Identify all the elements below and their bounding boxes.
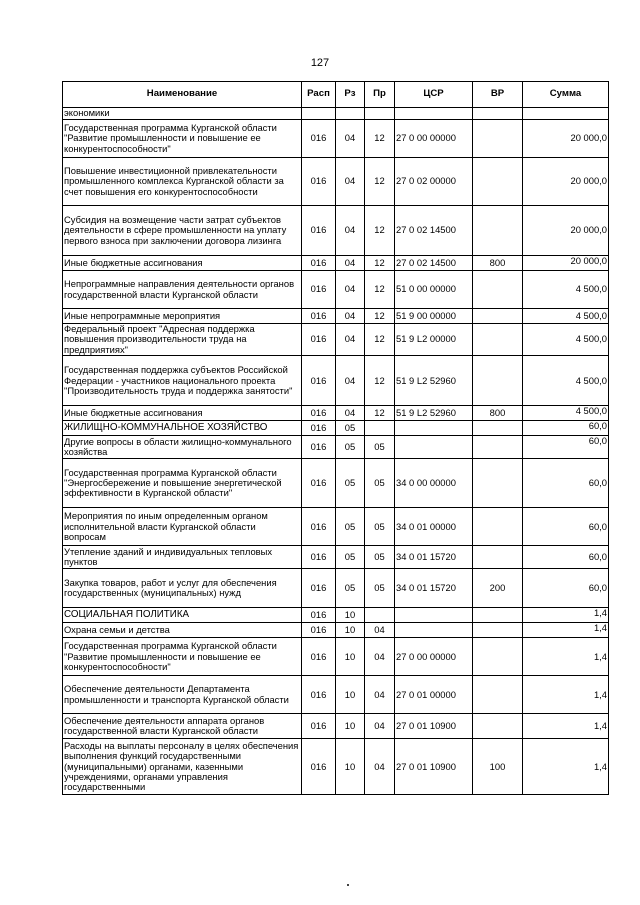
cell-rz: 05	[336, 459, 365, 508]
cell-vr	[473, 120, 523, 158]
cell-rasp: 016	[302, 421, 336, 436]
cell-name: Иные непрограммные мероприятия	[63, 309, 302, 324]
cell-name: экономики	[63, 108, 302, 120]
table-row	[63, 676, 609, 714]
header-name: Наименование	[63, 82, 302, 108]
cell-name: Государственная программа Курганской области "Развитие промышленности и повышение ее конкурентоспособности"	[63, 638, 302, 676]
cell-sum: 20 000,0	[523, 206, 609, 256]
cell-csr: 34 0 01 15720	[395, 546, 473, 569]
cell-csr	[395, 623, 473, 638]
cell-name: ЖИЛИЩНО-КОММУНАЛЬНОЕ ХОЗЯЙСТВО	[63, 421, 302, 436]
cell-rz: 05	[336, 569, 365, 608]
cell-name: СОЦИАЛЬНАЯ ПОЛИТИКА	[63, 608, 302, 623]
cell-pr: 04	[365, 676, 395, 714]
table-row	[63, 206, 609, 256]
cell-vr: 800	[473, 406, 523, 421]
cell-sum: 60,0	[523, 569, 609, 608]
cell-rasp: 016	[302, 356, 336, 406]
table-row	[63, 638, 609, 676]
cell-rasp: 016	[302, 714, 336, 739]
table-row	[63, 108, 609, 120]
cell-vr	[473, 271, 523, 309]
cell-pr	[365, 421, 395, 436]
table-header-row	[63, 82, 609, 108]
cell-sum: 20 000,0	[523, 120, 609, 158]
cell-rasp: 016	[302, 739, 336, 795]
cell-csr	[395, 421, 473, 436]
cell-pr: 12	[365, 406, 395, 421]
cell-csr: 34 0 01 00000	[395, 508, 473, 546]
cell-csr	[395, 108, 473, 120]
cell-pr: 04	[365, 623, 395, 638]
cell-pr: 12	[365, 158, 395, 206]
table-row	[63, 406, 609, 421]
table-row	[63, 508, 609, 546]
cell-name: Государственная программа Курганской области "Развитие промышленности и повышение ее конкурентоспособности"	[63, 120, 302, 158]
cell-pr: 12	[365, 271, 395, 309]
page-mark	[347, 884, 349, 886]
cell-name: Иные бюджетные ассигнования	[63, 406, 302, 421]
cell-pr	[365, 108, 395, 120]
table-row	[63, 714, 609, 739]
cell-sum: 20 000,0	[523, 256, 609, 271]
cell-rasp: 016	[302, 158, 336, 206]
cell-rz: 10	[336, 739, 365, 795]
table-row	[63, 158, 609, 206]
cell-csr: 27 0 02 14500	[395, 256, 473, 271]
cell-rasp: 016	[302, 406, 336, 421]
cell-sum: 60,0	[523, 459, 609, 508]
cell-rz: 04	[336, 324, 365, 356]
header-sum: Сумма	[523, 82, 609, 108]
table-row	[63, 436, 609, 459]
cell-sum: 1,4	[523, 676, 609, 714]
cell-sum: 4 500,0	[523, 356, 609, 406]
cell-sum: 1,4	[523, 608, 609, 623]
cell-pr: 05	[365, 508, 395, 546]
cell-vr	[473, 324, 523, 356]
cell-rz: 04	[336, 158, 365, 206]
cell-rasp: 016	[302, 546, 336, 569]
cell-csr: 27 0 02 14500	[395, 206, 473, 256]
cell-rz: 04	[336, 256, 365, 271]
cell-rasp: 016	[302, 206, 336, 256]
cell-rasp: 016	[302, 324, 336, 356]
cell-pr: 05	[365, 436, 395, 459]
cell-csr: 51 9 L2 52960	[395, 356, 473, 406]
cell-rz	[336, 108, 365, 120]
cell-pr: 04	[365, 714, 395, 739]
table-row	[63, 459, 609, 508]
cell-name: Утепление зданий и индивидуальных тепловых пунктов	[63, 546, 302, 569]
cell-vr	[473, 206, 523, 256]
cell-vr	[473, 546, 523, 569]
table-row	[63, 623, 609, 638]
cell-vr	[473, 356, 523, 406]
budget-table	[62, 81, 609, 795]
cell-pr: 04	[365, 739, 395, 795]
header-rz: Рз	[336, 82, 365, 108]
cell-csr: 27 0 01 00000	[395, 676, 473, 714]
cell-name: Непрограммные направления деятельности органов государственной власти Курганской области	[63, 271, 302, 309]
cell-rz: 04	[336, 309, 365, 324]
cell-rz: 04	[336, 356, 365, 406]
cell-rz: 05	[336, 546, 365, 569]
cell-rasp: 016	[302, 608, 336, 623]
cell-rasp: 016	[302, 271, 336, 309]
cell-sum: 4 500,0	[523, 324, 609, 356]
cell-name: Обеспечение деятельности аппарата органов государственной власти Курганской области	[63, 714, 302, 739]
cell-pr: 12	[365, 309, 395, 324]
cell-pr: 04	[365, 638, 395, 676]
cell-vr: 200	[473, 569, 523, 608]
cell-vr	[473, 459, 523, 508]
cell-csr: 27 0 02 00000	[395, 158, 473, 206]
cell-name: Охрана семьи и детства	[63, 623, 302, 638]
cell-vr	[473, 608, 523, 623]
table-row	[63, 271, 609, 309]
header-csr: ЦСР	[395, 82, 473, 108]
table-row	[63, 739, 609, 795]
cell-pr: 12	[365, 206, 395, 256]
cell-vr	[473, 638, 523, 676]
header-pr: Пр	[365, 82, 395, 108]
cell-rasp: 016	[302, 508, 336, 546]
cell-rasp	[302, 108, 336, 120]
cell-sum: 1,4	[523, 623, 609, 638]
cell-rz: 05	[336, 436, 365, 459]
cell-rasp: 016	[302, 436, 336, 459]
cell-rz: 05	[336, 508, 365, 546]
cell-pr	[365, 608, 395, 623]
cell-rz: 10	[336, 638, 365, 676]
cell-csr: 51 9 L2 00000	[395, 324, 473, 356]
cell-rz: 04	[336, 120, 365, 158]
cell-rasp: 016	[302, 638, 336, 676]
cell-sum: 60,0	[523, 421, 609, 436]
cell-pr: 12	[365, 256, 395, 271]
cell-pr: 05	[365, 459, 395, 508]
cell-csr: 27 0 01 10900	[395, 739, 473, 795]
cell-csr: 27 0 00 00000	[395, 638, 473, 676]
cell-name: Другие вопросы в области жилищно-коммунального хозяйства	[63, 436, 302, 459]
cell-csr: 51 9 00 00000	[395, 309, 473, 324]
header-rasp: Расп	[302, 82, 336, 108]
cell-csr: 27 0 01 10900	[395, 714, 473, 739]
cell-vr	[473, 623, 523, 638]
cell-rasp: 016	[302, 623, 336, 638]
cell-name: Мероприятия по иным определенным органом исполнительной власти Курганской области вопросам	[63, 508, 302, 546]
cell-pr: 12	[365, 120, 395, 158]
cell-csr: 34 0 01 15720	[395, 569, 473, 608]
cell-vr	[473, 676, 523, 714]
cell-sum: 60,0	[523, 508, 609, 546]
cell-vr	[473, 508, 523, 546]
table-row	[63, 324, 609, 356]
table-row	[63, 546, 609, 569]
table-row	[63, 569, 609, 608]
cell-sum	[523, 108, 609, 120]
page-number: 127	[310, 57, 330, 69]
cell-vr	[473, 158, 523, 206]
cell-csr	[395, 436, 473, 459]
cell-name: Расходы на выплаты персоналу в целях обеспечения выполнения функций государственными (муниципальными) органами, казенными учреждениями, органами управления государственными	[63, 739, 302, 795]
cell-sum: 1,4	[523, 739, 609, 795]
cell-pr: 12	[365, 324, 395, 356]
cell-csr	[395, 608, 473, 623]
cell-sum: 4 500,0	[523, 271, 609, 309]
table-row	[63, 356, 609, 406]
cell-rz: 05	[336, 421, 365, 436]
cell-name: Государственная поддержка субъектов Российской Федерации - участников национального проекта "Производительность труда и поддержка занятости"	[63, 356, 302, 406]
cell-pr: 05	[365, 546, 395, 569]
cell-rz: 04	[336, 271, 365, 309]
cell-name: Закупка товаров, работ и услуг для обеспечения государственных (муниципальных) нужд	[63, 569, 302, 608]
cell-rasp: 016	[302, 459, 336, 508]
table-row	[63, 309, 609, 324]
cell-name: Обеспечение деятельности Департамента промышленности и транспорта Курганской области	[63, 676, 302, 714]
cell-vr: 100	[473, 739, 523, 795]
cell-pr: 05	[365, 569, 395, 608]
cell-vr: 800	[473, 256, 523, 271]
cell-csr: 51 9 L2 52960	[395, 406, 473, 421]
cell-csr: 34 0 00 00000	[395, 459, 473, 508]
cell-rz: 04	[336, 406, 365, 421]
cell-sum: 4 500,0	[523, 406, 609, 421]
table-row	[63, 421, 609, 436]
cell-rasp: 016	[302, 120, 336, 158]
cell-vr	[473, 421, 523, 436]
cell-csr: 27 0 00 00000	[395, 120, 473, 158]
table-row	[63, 120, 609, 158]
cell-name: Субсидия на возмещение части затрат субъектов деятельности в сфере промышленности на уплату первого взноса при заключении договора лизинга	[63, 206, 302, 256]
cell-name: Иные бюджетные ассигнования	[63, 256, 302, 271]
table-row	[63, 256, 609, 271]
cell-csr: 51 0 00 00000	[395, 271, 473, 309]
cell-sum: 60,0	[523, 546, 609, 569]
cell-sum: 4 500,0	[523, 309, 609, 324]
cell-rz: 10	[336, 676, 365, 714]
cell-rz: 10	[336, 608, 365, 623]
cell-sum: 1,4	[523, 638, 609, 676]
cell-name: Повышение инвестиционной привлекательности промышленного комплекса Курганской области за счет повышения его конкурентоспособности	[63, 158, 302, 206]
cell-rasp: 016	[302, 569, 336, 608]
cell-rz: 10	[336, 623, 365, 638]
cell-vr	[473, 436, 523, 459]
cell-name: Государственная программа Курганской области "Энергосбережение и повышение энергетической эффективности в Курганской области"	[63, 459, 302, 508]
cell-sum: 1,4	[523, 714, 609, 739]
header-vr: ВР	[473, 82, 523, 108]
cell-pr: 12	[365, 356, 395, 406]
cell-sum: 20 000,0	[523, 158, 609, 206]
cell-sum: 60,0	[523, 436, 609, 459]
cell-name: Федеральный проект "Адресная поддержка повышения производительности труда на предприятиях"	[63, 324, 302, 356]
cell-rasp: 016	[302, 256, 336, 271]
cell-rz: 10	[336, 714, 365, 739]
cell-rasp: 016	[302, 309, 336, 324]
cell-vr	[473, 714, 523, 739]
cell-rasp: 016	[302, 676, 336, 714]
cell-rz: 04	[336, 206, 365, 256]
cell-vr	[473, 108, 523, 120]
table-row	[63, 608, 609, 623]
cell-vr	[473, 309, 523, 324]
